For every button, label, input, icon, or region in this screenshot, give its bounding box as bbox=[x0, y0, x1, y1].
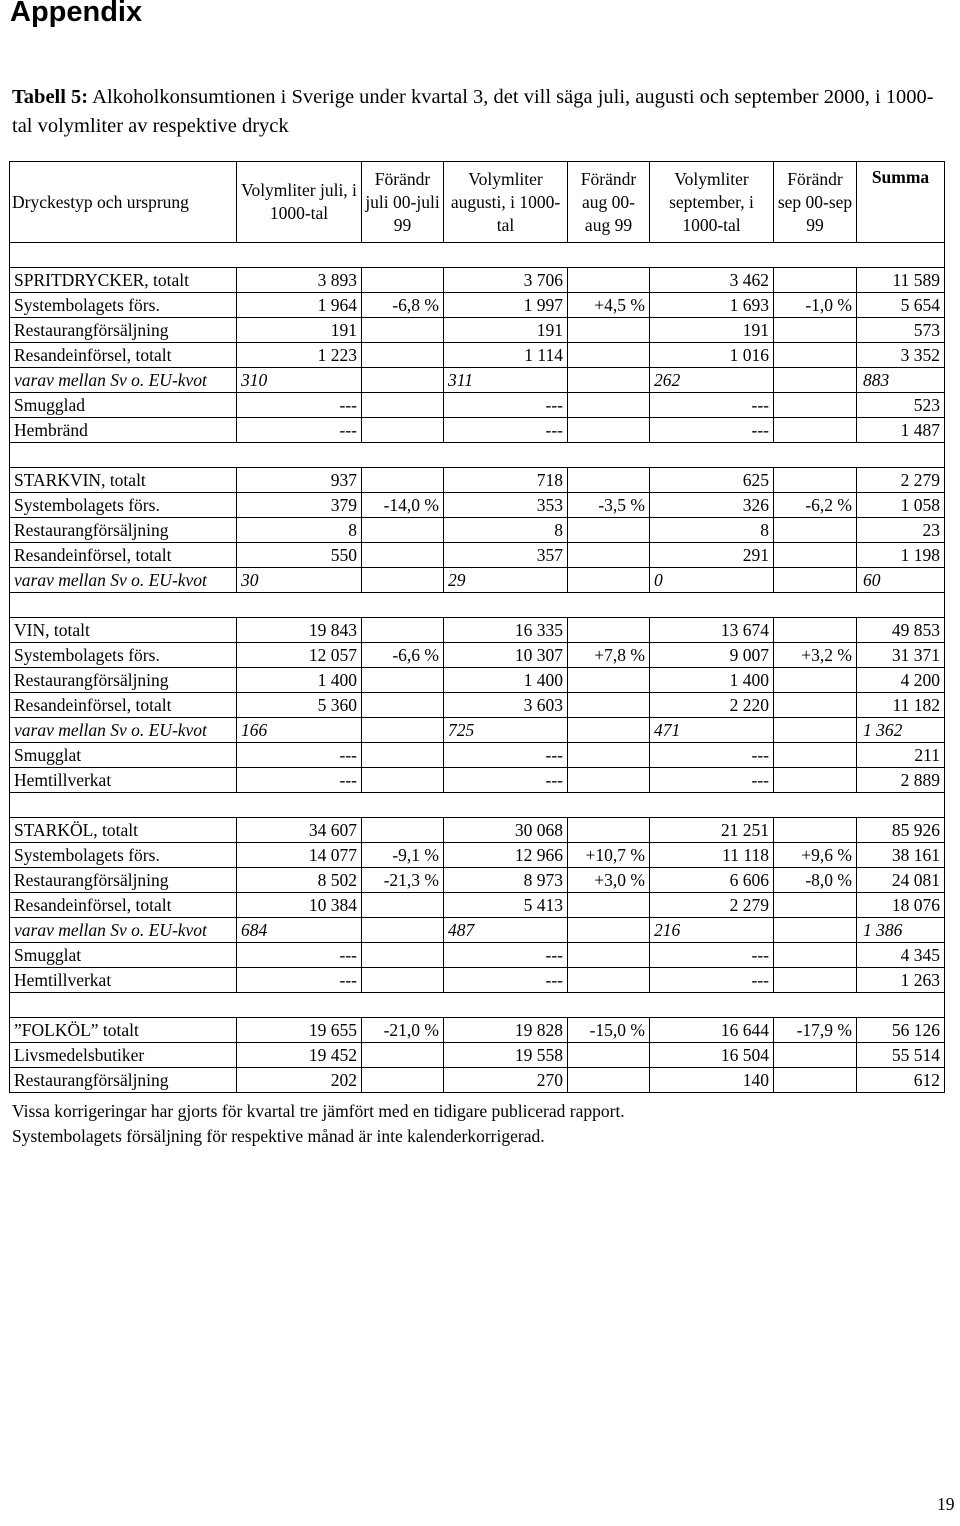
jul-change-cell bbox=[362, 743, 444, 768]
spacer-cell bbox=[10, 793, 945, 818]
sep-change-cell bbox=[774, 918, 857, 943]
sum-cell: 49 853 bbox=[857, 618, 945, 643]
row-label: Restaurangförsäljning bbox=[10, 518, 237, 543]
table-row bbox=[10, 493, 945, 518]
sep-change-cell bbox=[774, 743, 857, 768]
jul-change-cell bbox=[362, 368, 444, 393]
sum-cell: 18 076 bbox=[857, 893, 945, 918]
sep-volume-cell: --- bbox=[650, 768, 774, 793]
jul-change-cell: -21,0 % bbox=[362, 1018, 444, 1043]
sep-change-cell bbox=[774, 718, 857, 743]
sep-volume-cell: --- bbox=[650, 743, 774, 768]
jul-change-cell bbox=[362, 918, 444, 943]
header-row bbox=[10, 162, 945, 243]
row-label: Hemtillverkat bbox=[10, 968, 237, 993]
row-label: Systembolagets förs. bbox=[10, 643, 237, 668]
footnote-2: Systembolagets försäljning för respektive månad är inte kalenderkorrigerad. bbox=[12, 1126, 545, 1146]
jul-change-cell bbox=[362, 668, 444, 693]
row-label: Resandeinförsel, totalt bbox=[10, 693, 237, 718]
sep-volume-cell: 291 bbox=[650, 543, 774, 568]
jul-change-cell bbox=[362, 343, 444, 368]
sep-volume-cell: 471 bbox=[650, 718, 774, 743]
row-label: ”FOLKÖL” totalt bbox=[10, 1018, 237, 1043]
table-row bbox=[10, 518, 945, 543]
sep-volume-cell: 16 644 bbox=[650, 1018, 774, 1043]
aug-volume-cell: --- bbox=[444, 393, 568, 418]
sep-volume-cell: 1 016 bbox=[650, 343, 774, 368]
aug-change-cell bbox=[568, 918, 650, 943]
page-heading: Appendix bbox=[10, 0, 143, 28]
aug-change-cell: -3,5 % bbox=[568, 493, 650, 518]
table-row bbox=[10, 693, 945, 718]
row-label: Systembolagets förs. bbox=[10, 843, 237, 868]
spacer-row bbox=[10, 793, 945, 818]
jul-volume-cell: --- bbox=[237, 768, 362, 793]
jul-volume-cell: 3 893 bbox=[237, 268, 362, 293]
jul-volume-cell: 937 bbox=[237, 468, 362, 493]
sum-cell: 1 386 bbox=[857, 918, 945, 943]
aug-volume-cell: --- bbox=[444, 968, 568, 993]
sep-volume-cell: --- bbox=[650, 393, 774, 418]
sum-cell: 3 352 bbox=[857, 343, 945, 368]
jul-volume-cell: --- bbox=[237, 943, 362, 968]
jul-change-cell bbox=[362, 568, 444, 593]
sep-change-cell bbox=[774, 268, 857, 293]
row-label: Resandeinförsel, totalt bbox=[10, 893, 237, 918]
jul-volume-cell: --- bbox=[237, 418, 362, 443]
sep-volume-cell: 16 504 bbox=[650, 1043, 774, 1068]
row-label: varav mellan Sv o. EU-kvot bbox=[10, 568, 237, 593]
table-row bbox=[10, 418, 945, 443]
spacer-row bbox=[10, 243, 945, 268]
sep-volume-cell: 216 bbox=[650, 918, 774, 943]
row-label: SPRITDRYCKER, totalt bbox=[10, 268, 237, 293]
row-label: Resandeinförsel, totalt bbox=[10, 543, 237, 568]
jul-change-cell bbox=[362, 1068, 444, 1093]
sep-volume-cell: 1 400 bbox=[650, 668, 774, 693]
sep-change-cell bbox=[774, 1068, 857, 1093]
table-row bbox=[10, 718, 945, 743]
aug-volume-cell: 725 bbox=[444, 718, 568, 743]
jul-volume-cell: 19 452 bbox=[237, 1043, 362, 1068]
sep-change-cell bbox=[774, 318, 857, 343]
jul-volume-cell: 550 bbox=[237, 543, 362, 568]
jul-change-cell bbox=[362, 518, 444, 543]
header-sum: Summa bbox=[857, 162, 945, 243]
table-row bbox=[10, 668, 945, 693]
sep-volume-cell: --- bbox=[650, 968, 774, 993]
sum-cell: 211 bbox=[857, 743, 945, 768]
aug-volume-cell: 30 068 bbox=[444, 818, 568, 843]
sep-change-cell bbox=[774, 368, 857, 393]
sep-change-cell bbox=[774, 618, 857, 643]
sep-change-cell bbox=[774, 768, 857, 793]
table-row bbox=[10, 468, 945, 493]
row-label: Smugglad bbox=[10, 393, 237, 418]
aug-change-cell bbox=[568, 618, 650, 643]
aug-change-cell bbox=[568, 943, 650, 968]
aug-change-cell bbox=[568, 968, 650, 993]
jul-change-cell bbox=[362, 393, 444, 418]
aug-change-cell bbox=[568, 343, 650, 368]
spacer-row bbox=[10, 443, 945, 468]
sum-cell: 523 bbox=[857, 393, 945, 418]
aug-change-cell bbox=[568, 268, 650, 293]
aug-volume-cell: 487 bbox=[444, 918, 568, 943]
table-row bbox=[10, 943, 945, 968]
aug-volume-cell: 19 558 bbox=[444, 1043, 568, 1068]
jul-volume-cell: 14 077 bbox=[237, 843, 362, 868]
sum-cell: 23 bbox=[857, 518, 945, 543]
aug-change-cell: +4,5 % bbox=[568, 293, 650, 318]
jul-volume-cell: 12 057 bbox=[237, 643, 362, 668]
spacer-cell bbox=[10, 243, 945, 268]
row-label: Hembränd bbox=[10, 418, 237, 443]
sum-cell: 1 362 bbox=[857, 718, 945, 743]
table-row bbox=[10, 318, 945, 343]
jul-volume-cell: 166 bbox=[237, 718, 362, 743]
aug-volume-cell: 353 bbox=[444, 493, 568, 518]
aug-change-cell bbox=[568, 468, 650, 493]
row-label: STARKVIN, totalt bbox=[10, 468, 237, 493]
header-sep-volume: Volymliter september, i 1000-tal bbox=[650, 162, 774, 243]
spacer-cell bbox=[10, 593, 945, 618]
sep-change-cell bbox=[774, 518, 857, 543]
jul-volume-cell: --- bbox=[237, 393, 362, 418]
row-label: STARKÖL, totalt bbox=[10, 818, 237, 843]
aug-change-cell: +10,7 % bbox=[568, 843, 650, 868]
sep-volume-cell: 1 693 bbox=[650, 293, 774, 318]
jul-change-cell bbox=[362, 543, 444, 568]
spacer-cell bbox=[10, 993, 945, 1018]
table-row bbox=[10, 843, 945, 868]
sum-cell: 573 bbox=[857, 318, 945, 343]
table-row bbox=[10, 893, 945, 918]
sep-volume-cell: 0 bbox=[650, 568, 774, 593]
aug-volume-cell: --- bbox=[444, 743, 568, 768]
aug-volume-cell: 12 966 bbox=[444, 843, 568, 868]
sep-volume-cell: 2 220 bbox=[650, 693, 774, 718]
page-number: 19 bbox=[937, 1494, 955, 1514]
jul-volume-cell: 310 bbox=[237, 368, 362, 393]
spacer-row bbox=[10, 593, 945, 618]
table-row bbox=[10, 968, 945, 993]
footnote-1: Vissa korrigeringar har gjorts för kvartal tre jämfört med en tidigare publicerad rapport. bbox=[12, 1101, 625, 1121]
sum-cell: 24 081 bbox=[857, 868, 945, 893]
sep-volume-cell: 13 674 bbox=[650, 618, 774, 643]
sum-cell: 612 bbox=[857, 1068, 945, 1093]
sum-cell: 1 058 bbox=[857, 493, 945, 518]
header-type: Dryckestyp och ursprung bbox=[10, 162, 237, 243]
aug-change-cell: -15,0 % bbox=[568, 1018, 650, 1043]
aug-volume-cell: 3 603 bbox=[444, 693, 568, 718]
jul-change-cell: -14,0 % bbox=[362, 493, 444, 518]
aug-change-cell bbox=[568, 318, 650, 343]
aug-volume-cell: 270 bbox=[444, 1068, 568, 1093]
jul-change-cell bbox=[362, 968, 444, 993]
sep-volume-cell: 3 462 bbox=[650, 268, 774, 293]
sep-change-cell bbox=[774, 393, 857, 418]
jul-volume-cell: 191 bbox=[237, 318, 362, 343]
jul-volume-cell: --- bbox=[237, 968, 362, 993]
aug-volume-cell: 191 bbox=[444, 318, 568, 343]
aug-change-cell bbox=[568, 393, 650, 418]
row-label: Smugglat bbox=[10, 943, 237, 968]
aug-change-cell: +3,0 % bbox=[568, 868, 650, 893]
aug-volume-cell: 1 400 bbox=[444, 668, 568, 693]
header-aug-volume: Volymliter augusti, i 1000-tal bbox=[444, 162, 568, 243]
sum-cell: 56 126 bbox=[857, 1018, 945, 1043]
row-label: Restaurangförsäljning bbox=[10, 318, 237, 343]
sum-cell: 85 926 bbox=[857, 818, 945, 843]
header-aug-change: Förändr aug 00-aug 99 bbox=[568, 162, 650, 243]
sep-change-cell bbox=[774, 568, 857, 593]
sep-change-cell bbox=[774, 343, 857, 368]
row-label: Smugglat bbox=[10, 743, 237, 768]
jul-volume-cell: 30 bbox=[237, 568, 362, 593]
aug-volume-cell: 8 973 bbox=[444, 868, 568, 893]
aug-volume-cell: --- bbox=[444, 418, 568, 443]
table-body bbox=[10, 243, 945, 1093]
jul-change-cell bbox=[362, 1043, 444, 1068]
jul-volume-cell: 19 843 bbox=[237, 618, 362, 643]
table-row bbox=[10, 1043, 945, 1068]
sep-volume-cell: 262 bbox=[650, 368, 774, 393]
caption-label: Tabell 5: bbox=[12, 86, 89, 108]
jul-volume-cell: 202 bbox=[237, 1068, 362, 1093]
table-row bbox=[10, 1018, 945, 1043]
jul-change-cell: -6,8 % bbox=[362, 293, 444, 318]
aug-change-cell bbox=[568, 1043, 650, 1068]
aug-change-cell bbox=[568, 768, 650, 793]
sep-change-cell bbox=[774, 943, 857, 968]
aug-change-cell bbox=[568, 743, 650, 768]
aug-change-cell bbox=[568, 718, 650, 743]
sep-change-cell: -8,0 % bbox=[774, 868, 857, 893]
sep-volume-cell: 9 007 bbox=[650, 643, 774, 668]
jul-volume-cell: 379 bbox=[237, 493, 362, 518]
jul-change-cell bbox=[362, 718, 444, 743]
jul-change-cell bbox=[362, 318, 444, 343]
table-caption bbox=[12, 83, 942, 141]
aug-change-cell bbox=[568, 893, 650, 918]
table-row bbox=[10, 368, 945, 393]
row-label: Restaurangförsäljning bbox=[10, 668, 237, 693]
sep-change-cell: -17,9 % bbox=[774, 1018, 857, 1043]
sep-change-cell: +3,2 % bbox=[774, 643, 857, 668]
sum-cell: 1 198 bbox=[857, 543, 945, 568]
row-label: Hemtillverkat bbox=[10, 768, 237, 793]
table-row bbox=[10, 543, 945, 568]
table-row bbox=[10, 268, 945, 293]
jul-volume-cell: 19 655 bbox=[237, 1018, 362, 1043]
jul-change-cell bbox=[362, 818, 444, 843]
sep-volume-cell: 11 118 bbox=[650, 843, 774, 868]
sum-cell: 2 279 bbox=[857, 468, 945, 493]
jul-change-cell bbox=[362, 618, 444, 643]
jul-change-cell bbox=[362, 693, 444, 718]
sum-cell: 55 514 bbox=[857, 1043, 945, 1068]
aug-volume-cell: 357 bbox=[444, 543, 568, 568]
table-row bbox=[10, 768, 945, 793]
jul-change-cell bbox=[362, 943, 444, 968]
sep-volume-cell: 625 bbox=[650, 468, 774, 493]
jul-volume-cell: 684 bbox=[237, 918, 362, 943]
sep-change-cell bbox=[774, 968, 857, 993]
table-row bbox=[10, 868, 945, 893]
table-row bbox=[10, 818, 945, 843]
jul-volume-cell: 8 bbox=[237, 518, 362, 543]
aug-volume-cell: 19 828 bbox=[444, 1018, 568, 1043]
sep-change-cell bbox=[774, 1043, 857, 1068]
sep-volume-cell: 191 bbox=[650, 318, 774, 343]
sum-cell: 4 345 bbox=[857, 943, 945, 968]
row-label: Restaurangförsäljning bbox=[10, 868, 237, 893]
aug-volume-cell: 1 114 bbox=[444, 343, 568, 368]
table-row bbox=[10, 618, 945, 643]
aug-volume-cell: 10 307 bbox=[444, 643, 568, 668]
sep-change-cell bbox=[774, 418, 857, 443]
sum-cell: 1 263 bbox=[857, 968, 945, 993]
aug-change-cell bbox=[568, 668, 650, 693]
sep-change-cell bbox=[774, 668, 857, 693]
header-jul-change: Förändr juli 00-juli 99 bbox=[362, 162, 444, 243]
jul-change-cell bbox=[362, 893, 444, 918]
aug-volume-cell: --- bbox=[444, 768, 568, 793]
row-label: Resandeinförsel, totalt bbox=[10, 343, 237, 368]
sep-change-cell bbox=[774, 543, 857, 568]
aug-change-cell bbox=[568, 818, 650, 843]
sep-change-cell bbox=[774, 468, 857, 493]
jul-change-cell bbox=[362, 768, 444, 793]
sep-change-cell bbox=[774, 818, 857, 843]
row-label: varav mellan Sv o. EU-kvot bbox=[10, 918, 237, 943]
jul-change-cell bbox=[362, 418, 444, 443]
row-label: Systembolagets förs. bbox=[10, 493, 237, 518]
consumption-table bbox=[9, 161, 945, 1093]
jul-change-cell bbox=[362, 468, 444, 493]
sum-cell: 883 bbox=[857, 368, 945, 393]
sum-cell: 11 589 bbox=[857, 268, 945, 293]
jul-change-cell: -6,6 % bbox=[362, 643, 444, 668]
aug-change-cell bbox=[568, 693, 650, 718]
row-label: Restaurangförsäljning bbox=[10, 1068, 237, 1093]
aug-change-cell bbox=[568, 1068, 650, 1093]
aug-change-cell bbox=[568, 518, 650, 543]
sep-volume-cell: --- bbox=[650, 418, 774, 443]
sep-change-cell bbox=[774, 693, 857, 718]
jul-volume-cell: 1 964 bbox=[237, 293, 362, 318]
aug-change-cell: +7,8 % bbox=[568, 643, 650, 668]
aug-volume-cell: 311 bbox=[444, 368, 568, 393]
row-label: Systembolagets förs. bbox=[10, 293, 237, 318]
sum-cell: 4 200 bbox=[857, 668, 945, 693]
sep-volume-cell: 21 251 bbox=[650, 818, 774, 843]
jul-volume-cell: --- bbox=[237, 743, 362, 768]
sum-cell: 38 161 bbox=[857, 843, 945, 868]
jul-volume-cell: 8 502 bbox=[237, 868, 362, 893]
table-row bbox=[10, 743, 945, 768]
aug-volume-cell: 16 335 bbox=[444, 618, 568, 643]
jul-change-cell: -9,1 % bbox=[362, 843, 444, 868]
spacer-cell bbox=[10, 443, 945, 468]
aug-change-cell bbox=[568, 368, 650, 393]
aug-volume-cell: --- bbox=[444, 943, 568, 968]
row-label: Livsmedelsbutiker bbox=[10, 1043, 237, 1068]
sum-cell: 5 654 bbox=[857, 293, 945, 318]
sum-cell: 31 371 bbox=[857, 643, 945, 668]
row-label: varav mellan Sv o. EU-kvot bbox=[10, 368, 237, 393]
sep-change-cell bbox=[774, 893, 857, 918]
sum-cell: 1 487 bbox=[857, 418, 945, 443]
jul-volume-cell: 1 400 bbox=[237, 668, 362, 693]
row-label: VIN, totalt bbox=[10, 618, 237, 643]
jul-volume-cell: 10 384 bbox=[237, 893, 362, 918]
aug-volume-cell: 5 413 bbox=[444, 893, 568, 918]
aug-change-cell bbox=[568, 418, 650, 443]
sum-cell: 2 889 bbox=[857, 768, 945, 793]
table-row bbox=[10, 293, 945, 318]
table-row bbox=[10, 393, 945, 418]
sep-volume-cell: 8 bbox=[650, 518, 774, 543]
sep-change-cell: -1,0 % bbox=[774, 293, 857, 318]
sep-change-cell: -6,2 % bbox=[774, 493, 857, 518]
sep-volume-cell: --- bbox=[650, 943, 774, 968]
caption-text: Alkoholkonsumtionen i Sverige under kvartal 3, det vill säga juli, augusti och september 2000, i 1000-tal volymliter av respektive dryck bbox=[12, 86, 934, 137]
aug-volume-cell: 3 706 bbox=[444, 268, 568, 293]
aug-volume-cell: 8 bbox=[444, 518, 568, 543]
table-row bbox=[10, 568, 945, 593]
table-row bbox=[10, 918, 945, 943]
sum-cell: 60 bbox=[857, 568, 945, 593]
sep-change-cell: +9,6 % bbox=[774, 843, 857, 868]
table-row bbox=[10, 643, 945, 668]
table-row bbox=[10, 343, 945, 368]
jul-volume-cell: 5 360 bbox=[237, 693, 362, 718]
table-row bbox=[10, 1068, 945, 1093]
jul-volume-cell: 1 223 bbox=[237, 343, 362, 368]
aug-volume-cell: 29 bbox=[444, 568, 568, 593]
row-label: varav mellan Sv o. EU-kvot bbox=[10, 718, 237, 743]
sep-volume-cell: 326 bbox=[650, 493, 774, 518]
sep-volume-cell: 2 279 bbox=[650, 893, 774, 918]
jul-change-cell bbox=[362, 268, 444, 293]
header-jul-volume: Volymliter juli, i 1000-tal bbox=[237, 162, 362, 243]
spacer-row bbox=[10, 993, 945, 1018]
sum-cell: 11 182 bbox=[857, 693, 945, 718]
jul-change-cell: -21,3 % bbox=[362, 868, 444, 893]
header-sep-change: Förändr sep 00-sep 99 bbox=[774, 162, 857, 243]
aug-change-cell bbox=[568, 543, 650, 568]
aug-volume-cell: 1 997 bbox=[444, 293, 568, 318]
sep-volume-cell: 6 606 bbox=[650, 868, 774, 893]
aug-volume-cell: 718 bbox=[444, 468, 568, 493]
jul-volume-cell: 34 607 bbox=[237, 818, 362, 843]
sep-volume-cell: 140 bbox=[650, 1068, 774, 1093]
aug-change-cell bbox=[568, 568, 650, 593]
